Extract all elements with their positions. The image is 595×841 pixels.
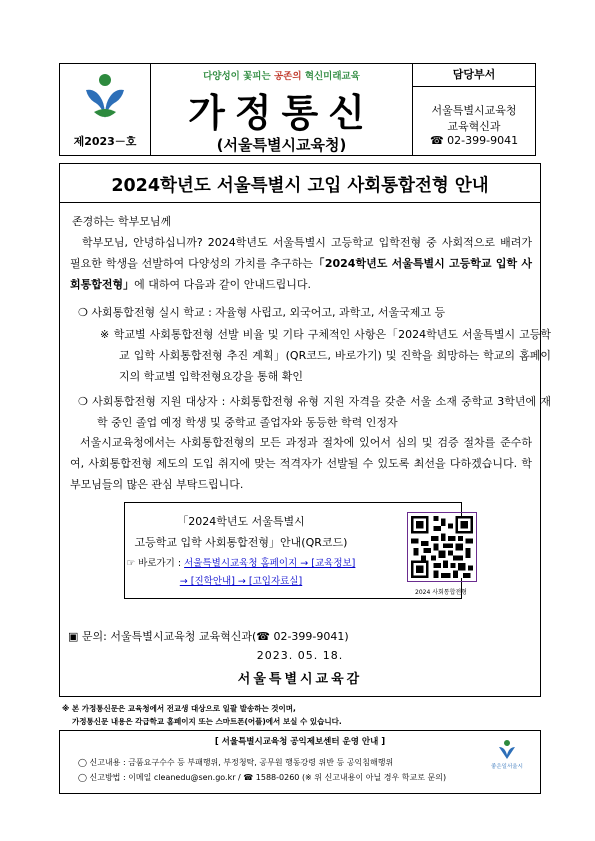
- intro-bold-text: 「2024학년도 서울특별시 고등학교 입학 사회통합전형」: [70, 257, 532, 291]
- department-office: 서울특별시교육청: [431, 104, 517, 117]
- distribution-note-1: ※ 본 가정통신문은 교육청에서 전교생 대상으로 일괄 발송하는 것이며,: [62, 704, 296, 713]
- issue-date: 2023. 05. 18.: [256, 649, 344, 662]
- qr-line2: 고등학교 입학 사회통합전형」안내(QR코드): [134, 536, 348, 549]
- shortcut-link-homepage[interactable]: 서울특별시교육청 홈페이지 → [교육정보]: [184, 558, 356, 569]
- greeting: 존경하는 학부모님께: [72, 215, 172, 228]
- shortcut-link-admission[interactable]: → [진학안내] → [고입자료실]: [179, 576, 303, 587]
- qr-shortcut-prefix: ☞ 바로가기 :: [126, 558, 185, 569]
- report-title: [ 서울특별시교육청 공익제보센터 운영 안내 ]: [214, 737, 386, 747]
- newsletter-header: [59, 63, 536, 156]
- report-content-line: ◯ 신고내용 : 금품요구수수 등 부패행위, 부정청탁, 공무원 행동강령 위반 등 공익침해행위: [78, 758, 394, 767]
- clean-seoul-logo-icon: [496, 739, 518, 761]
- whistleblower-box: [59, 730, 541, 794]
- main-content: [59, 163, 551, 697]
- item-schools-note: ※ 학교별 사회통합전형 선발 비율 및 기타 구체적인 사항은「2024학년도 서울특별시 고등학교 입학 사회통합전형 추진 계획」(QR코드, 바로가기) 및 진학을 희망하는 학교의 홈페이지의 학교별 입학전형요강을 통해 확인: [100, 328, 551, 383]
- slogan-part2: 공존의: [273, 71, 305, 82]
- page-title: 가정통신: [188, 91, 375, 135]
- clean-seoul-logo-text: 좋은일서울시: [491, 764, 523, 770]
- intro-paragraph: [70, 232, 532, 295]
- page-subtitle: (서울특별시교육청): [216, 136, 347, 154]
- intro-text: 학부모님, 안녕하십니까? 2024학년도 서울특별시 고등학교 입학전형 중 사회적으로 배려가 필요한 학생을 선발하여 다양성의 가치를 추구하는: [70, 236, 532, 270]
- department-header: 담당부서: [413, 64, 535, 87]
- issue-number: 제2023－호: [73, 135, 137, 148]
- report-method-line: ◯ 신고방법 : 이메일 cleanedu@sen.go.kr / ☎ 1588-0260 (※ 위 신고내용이 아닐 경우 학교로 문의): [78, 773, 447, 782]
- slogan: [150, 68, 413, 82]
- qr-code-icon[interactable]: [407, 512, 477, 582]
- qr-caption: 2024 사회통합전형: [415, 589, 467, 596]
- title-divider: [60, 202, 540, 203]
- qr-info-box: [124, 502, 467, 599]
- seoul-education-logo-icon: [82, 72, 128, 122]
- contact-info: ▣ 문의: 서울특별시교육청 교육혁신과(☎ 02-399-9041): [68, 630, 349, 643]
- slogan-part3: 혁신미래교육: [304, 71, 360, 82]
- issuer-signature: 서울특별시교육감: [237, 672, 363, 687]
- item-schools: ❍ 사회통합전형 실시 학교 : 자율형 사립고, 외국어고, 과학고, 서울국제고 등: [78, 306, 446, 319]
- logo-cell: [60, 64, 151, 155]
- distribution-note-2: 가정통신문 내용은 각급학교 홈페이지 또는 스마트폰(어플)에서 보실 수 있습니다.: [72, 717, 342, 726]
- closing-paragraph: 서울시교육청에서는 사회통합전형의 모든 과정과 절차에 있어서 심의 및 검증 절차를 준수하여, 사회통합전형 제도의 도입 취지에 맞는 적격자가 선발될 수 있도록 최선을 다하겠습니다. 학부모님들의 많은 관심 부탁드립니다.: [70, 436, 532, 491]
- item-eligibility: ❍ 사회통합전형 지원 대상자 : 사회통합전형 유형 지원 자격을 갖춘 서울 소재 중학교 3학년에 재학 중인 졸업 예정 학생 및 중학교 졸업자와 동등한 학력 인정자: [78, 395, 551, 429]
- department-cell: [412, 64, 535, 155]
- intro-end-text: 에 대하여 다음과 같이 안내드립니다.: [134, 278, 312, 291]
- qr-line1: 「2024학년도 서울특별시: [177, 515, 305, 528]
- department-phone: ☎ 02-399-9041: [429, 134, 519, 147]
- notice-title: 2024학년도 서울특별시 고입 사회통합전형 안내: [111, 176, 489, 196]
- department-division: 교육혁신과: [447, 120, 501, 133]
- slogan-part1: 다양성이 꽃피는: [203, 71, 274, 82]
- qr-shortcut-cont: [125, 573, 357, 587]
- qr-shortcut: [125, 555, 357, 569]
